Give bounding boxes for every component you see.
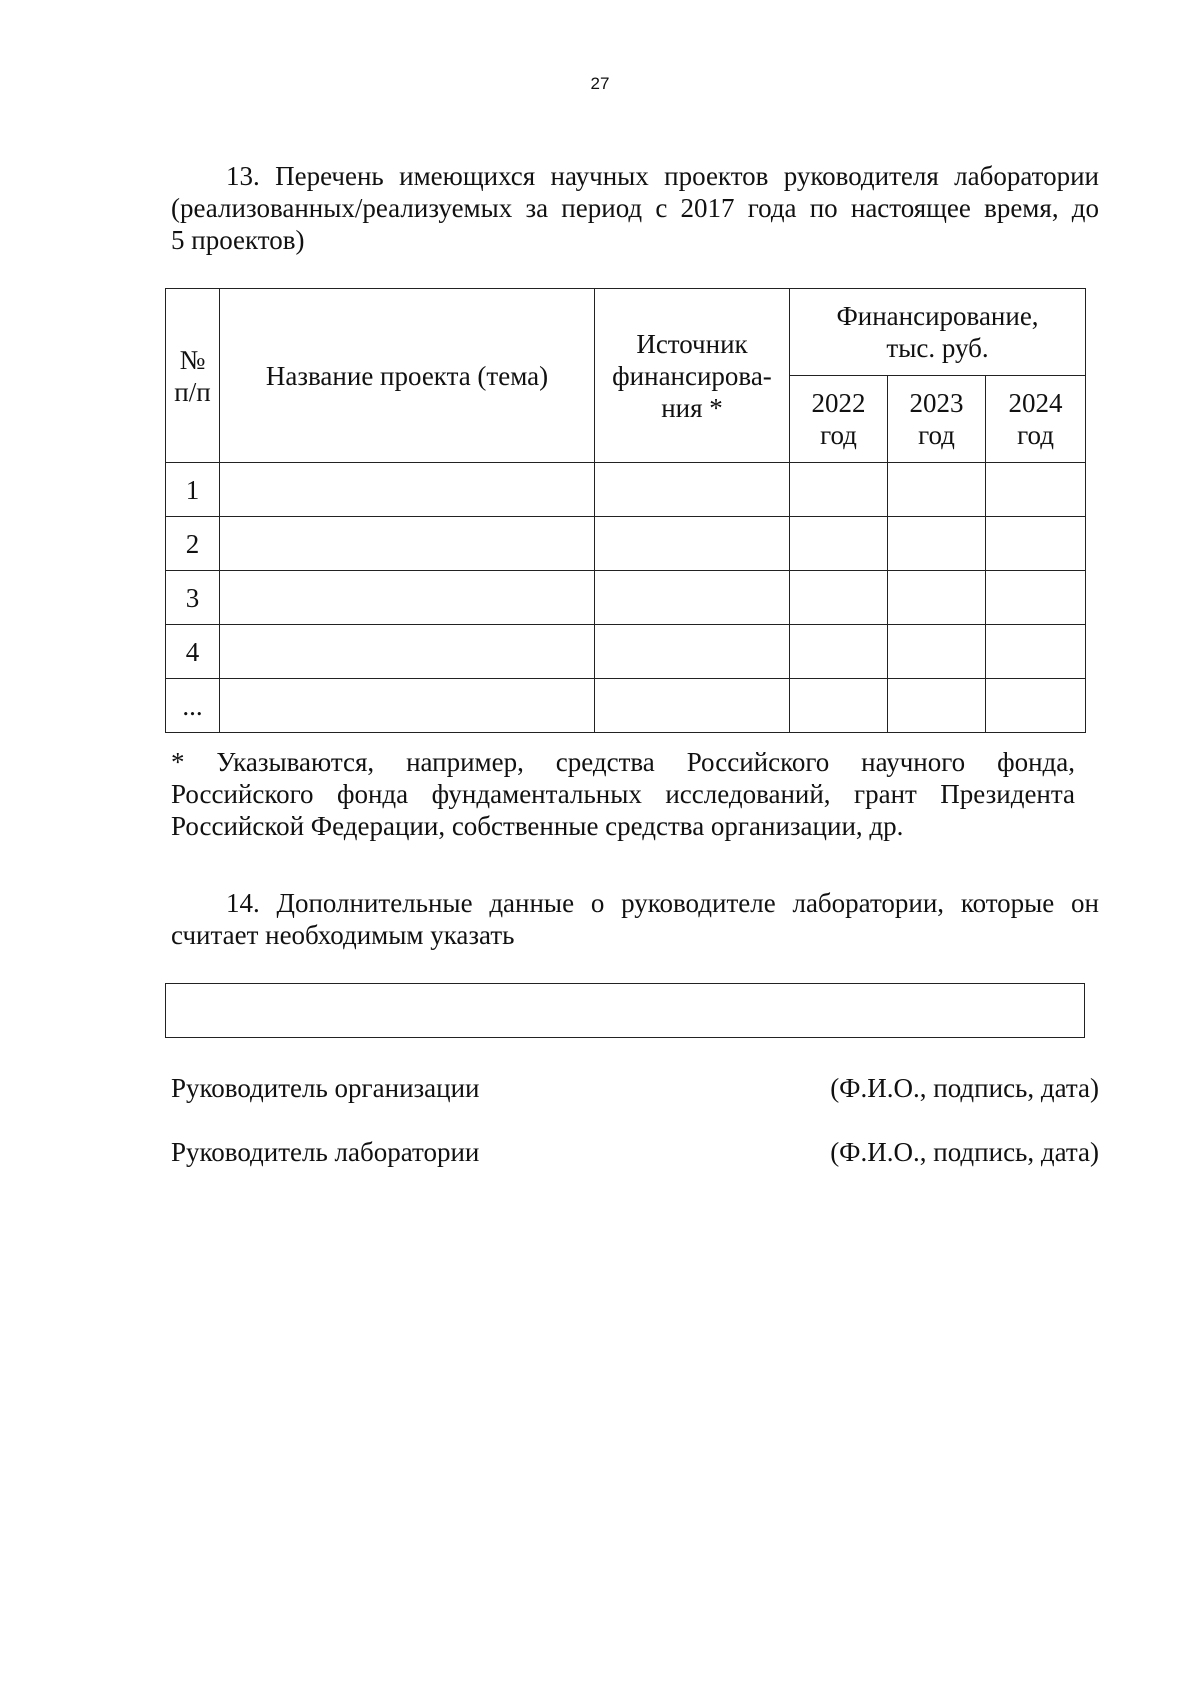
- table-footnote: [171, 746, 1075, 842]
- signature-label-laboratory: Руководитель лаборатории: [171, 1137, 480, 1167]
- table-row: [166, 625, 1086, 679]
- header-year-2022: 2022 год: [790, 376, 888, 463]
- cell-funding-source[interactable]: [595, 571, 790, 625]
- cell-2022[interactable]: [790, 571, 888, 625]
- section-14-line-2: считает необходимым указать: [171, 920, 515, 950]
- footnote-line-2: Российского фонда фундаментальных исследований, грант Президента: [171, 779, 1075, 809]
- row-number: 3: [166, 571, 220, 625]
- table-row: [166, 679, 1086, 733]
- header-project-name: Название проекта (тема): [220, 289, 595, 463]
- cell-2024[interactable]: [986, 517, 1086, 571]
- cell-funding-source[interactable]: [595, 463, 790, 517]
- section-14-heading: [171, 887, 1099, 951]
- cell-2022[interactable]: [790, 463, 888, 517]
- cell-project-name[interactable]: [220, 679, 595, 733]
- page-number: 27: [590, 74, 610, 93]
- header-funding: Финансирование, тыс. руб.: [790, 289, 1086, 376]
- row-number: 4: [166, 625, 220, 679]
- cell-2022[interactable]: [790, 517, 888, 571]
- row-number: 2: [166, 517, 220, 571]
- header-number: № п/п: [166, 289, 220, 463]
- section-14-line-1: 14. Дополнительные данные о руководителе лаборатории, которые он: [226, 888, 1099, 918]
- cell-2023[interactable]: [888, 463, 986, 517]
- section-13-line-1: 13. Перечень имеющихся научных проектов руководителя лаборатории: [226, 161, 1099, 191]
- section-13-line-3: 5 проектов): [171, 225, 305, 255]
- cell-project-name[interactable]: [220, 517, 595, 571]
- cell-2023[interactable]: [888, 571, 986, 625]
- cell-funding-source[interactable]: [595, 517, 790, 571]
- cell-2024[interactable]: [986, 571, 1086, 625]
- table-header-row: [166, 289, 1086, 376]
- table-row: [166, 463, 1086, 517]
- signature-hint-organization: (Ф.И.О., подпись, дата): [830, 1073, 1099, 1103]
- signature-label-organization: Руководитель организации: [171, 1073, 480, 1103]
- cell-2022[interactable]: [790, 625, 888, 679]
- table-row: [166, 571, 1086, 625]
- section-13-heading: [171, 160, 1099, 256]
- row-number: 1: [166, 463, 220, 517]
- additional-info-box[interactable]: [165, 983, 1085, 1038]
- cell-2023[interactable]: [888, 625, 986, 679]
- cell-project-name[interactable]: [220, 463, 595, 517]
- row-number: ...: [166, 679, 220, 733]
- cell-2024[interactable]: [986, 625, 1086, 679]
- cell-2024[interactable]: [986, 679, 1086, 733]
- table-row: [166, 517, 1086, 571]
- cell-2023[interactable]: [888, 517, 986, 571]
- footnote-line-1: * Указываются, например, средства Российского научного фонда,: [171, 747, 1075, 777]
- footnote-line-3: Российской Федерации, собственные средства организации, др.: [171, 811, 904, 841]
- cell-funding-source[interactable]: [595, 625, 790, 679]
- header-year-2024: 2024 год: [986, 376, 1086, 463]
- cell-2024[interactable]: [986, 463, 1086, 517]
- projects-table: [165, 288, 1086, 733]
- signature-hint-laboratory: (Ф.И.О., подпись, дата): [830, 1137, 1099, 1167]
- header-year-2023: 2023 год: [888, 376, 986, 463]
- cell-project-name[interactable]: [220, 571, 595, 625]
- cell-2022[interactable]: [790, 679, 888, 733]
- cell-2023[interactable]: [888, 679, 986, 733]
- cell-project-name[interactable]: [220, 625, 595, 679]
- header-funding-source: Источник финансирова- ния *: [595, 289, 790, 463]
- section-13-line-2: (реализованных/реализуемых за период с 2017 года по настоящее время, до: [171, 193, 1099, 223]
- cell-funding-source[interactable]: [595, 679, 790, 733]
